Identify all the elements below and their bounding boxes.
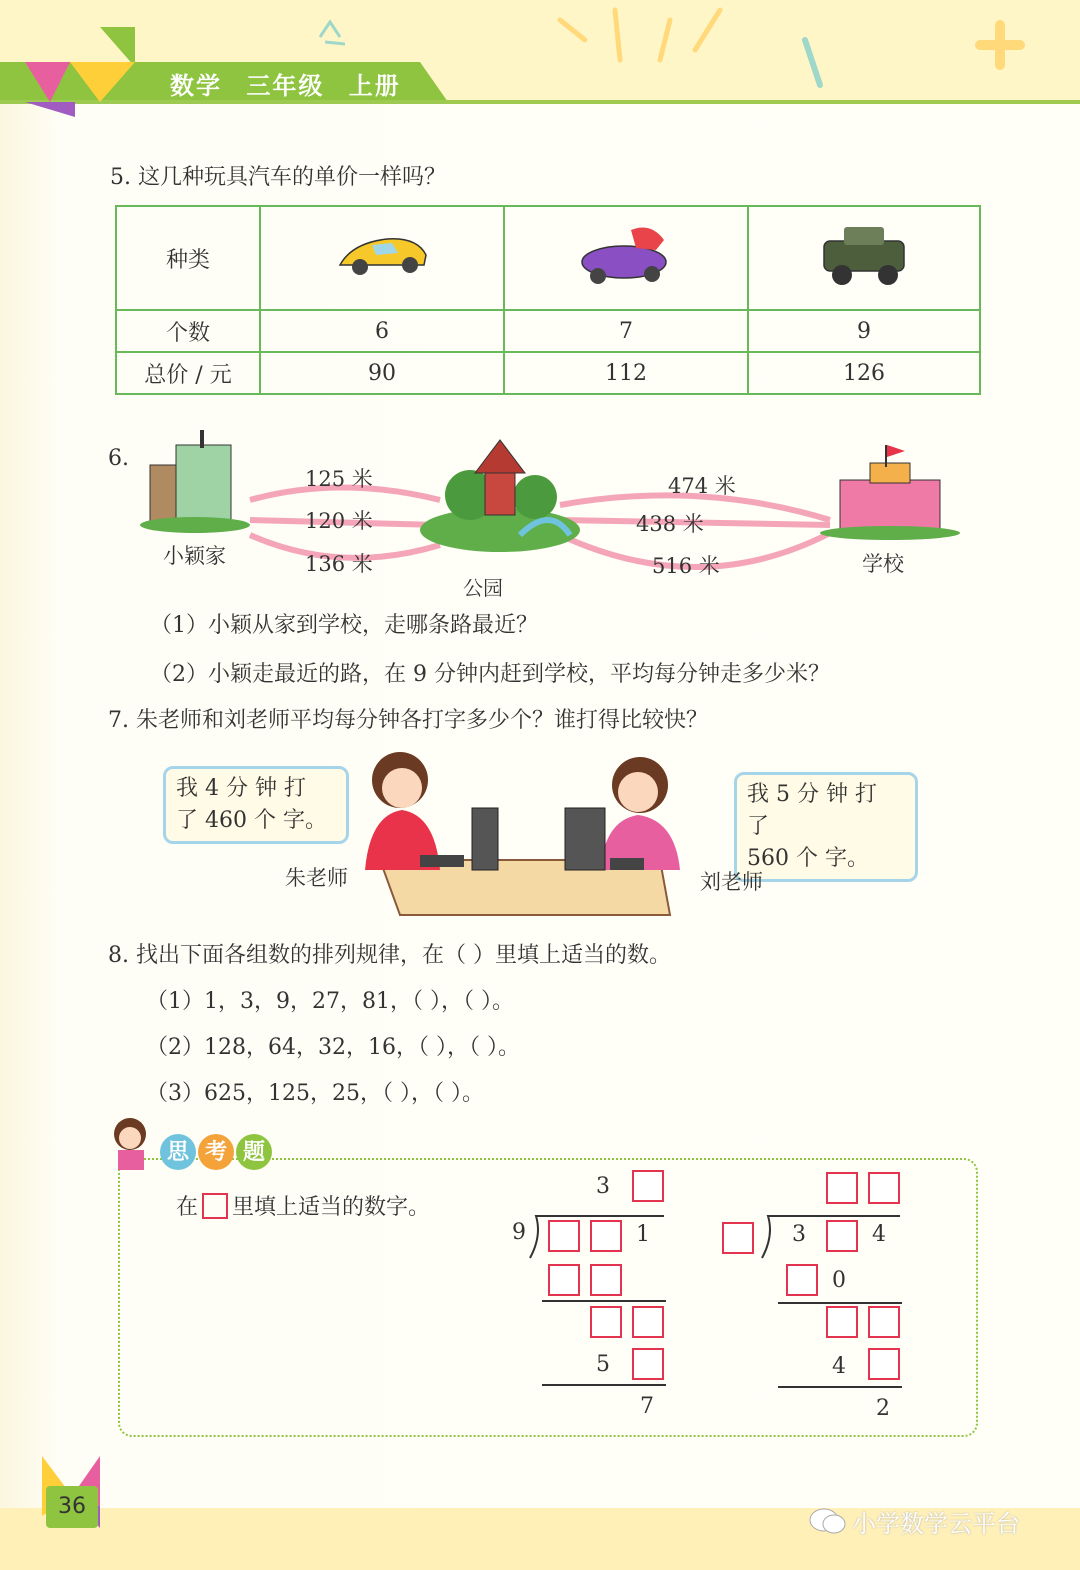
yellow-race-car-icon (332, 225, 432, 285)
div2-remainder: 2 (876, 1396, 890, 1421)
q8-item-3: （3）625，125，25，（ ），（ ）。 (146, 1081, 484, 1106)
div1-quotient-digit: 3 (596, 1174, 610, 1199)
div1-box-rem-1[interactable] (590, 1306, 622, 1338)
div1-box-dividend-1[interactable] (548, 1220, 580, 1252)
car-cell-2 (504, 206, 748, 310)
liu-bubble-line-2: 560 个 字。 (747, 846, 869, 871)
route-label-516: 516 米 (652, 554, 720, 578)
div2-box-quotient-1[interactable] (826, 1172, 858, 1204)
zhu-teacher-figure (365, 752, 440, 870)
div2-rem-digit: 4 (832, 1354, 846, 1379)
liu-teacher-figure (600, 757, 680, 870)
tangram-logo-icon (20, 22, 150, 117)
div2-box-rem-1[interactable] (826, 1306, 858, 1338)
park-label: 公园 (463, 576, 503, 600)
div2-box-rem-3[interactable] (868, 1348, 900, 1380)
prompt-after: 里填上适当的数字。 (232, 1195, 431, 1220)
zhu-speech-bubble (163, 766, 349, 844)
girl-thinking-icon (108, 1112, 158, 1174)
sparkle-icon (310, 12, 360, 52)
zhu-bubble-line-2: 了 460 个 字。 (176, 808, 327, 833)
div1-box-sub-2[interactable] (590, 1264, 622, 1296)
wechat-icon (808, 1506, 848, 1536)
computer-monitor-right (565, 808, 605, 870)
badge-char-2: 考 (198, 1134, 234, 1170)
div1-box-quotient[interactable] (632, 1170, 664, 1202)
park-pavilion-icon (420, 440, 580, 552)
thinking-badge (160, 1134, 272, 1170)
school-label: 学校 (862, 552, 904, 576)
sun-decoration (520, 0, 1080, 104)
div2-line-2 (778, 1386, 902, 1388)
div1-box-sub-1[interactable] (548, 1264, 580, 1296)
div1-remainder: 7 (640, 1394, 654, 1419)
car-cell-1 (260, 206, 504, 310)
row-label-total: 总价 / 元 (116, 352, 260, 394)
div1-dividend-last: 1 (636, 1222, 650, 1247)
div1-line-1 (542, 1300, 666, 1302)
total-1: 90 (260, 352, 504, 394)
div1-rem-digit: 5 (596, 1352, 610, 1377)
count-3: 9 (748, 310, 980, 352)
q8-item-1: （1）1，3，9，27，81，（ ），（ ）。 (146, 989, 514, 1014)
div2-dividend-first: 3 (792, 1222, 806, 1247)
count-2: 7 (504, 310, 748, 352)
keyboard-right (610, 858, 644, 870)
div2-sub-digit: 0 (832, 1268, 846, 1293)
zhu-name-label: 朱老师 (285, 866, 348, 890)
count-1: 6 (260, 310, 504, 352)
div2-dividend-last: 4 (872, 1222, 886, 1247)
div2-box-sub-1[interactable] (786, 1264, 818, 1296)
total-2: 112 (504, 352, 748, 394)
dark-green-jeep-icon (814, 219, 914, 291)
route-label-120: 120 米 (305, 509, 373, 533)
q6-sub2: （2）小颖走最近的路，在 9 分钟内赶到学校，平均每分钟走多少米？ (150, 662, 830, 687)
badge-char-3: 题 (236, 1134, 272, 1170)
div1-divisor: 9 (512, 1220, 526, 1245)
school-building-icon (820, 445, 960, 540)
q8-item-2: （2）128，64，32，16，（ ），（ ）。 (146, 1035, 520, 1060)
route-label-438: 438 米 (636, 512, 704, 536)
route-label-136: 136 米 (305, 552, 373, 576)
teachers-typing-illustration (280, 740, 740, 920)
prompt-before: 在 (176, 1195, 199, 1220)
liu-bubble-line-1: 我 5 分 钟 打 了 (747, 782, 877, 839)
car-cell-3 (748, 206, 980, 310)
div2-line-1 (778, 1302, 902, 1304)
red-box-symbol (202, 1193, 228, 1219)
header-title: 数学 三年级 上册 (170, 72, 401, 100)
computer-monitor-left (472, 808, 498, 870)
q8-question: 8. 找出下面各组数的排列规律，在（ ）里填上适当的数。 (108, 943, 671, 968)
q6-sub1: （1）小颖从家到学校，走哪条路最近？ (150, 613, 538, 638)
div1-line-2 (542, 1384, 666, 1386)
q5-question: 5. 这几种玩具汽车的单价一样吗？ (110, 165, 446, 190)
row-label-type: 种类 (116, 206, 260, 310)
div2-box-quotient-2[interactable] (868, 1172, 900, 1204)
row-label-count: 个数 (116, 310, 260, 352)
page-number: 36 (58, 1494, 86, 1519)
apartment-building-icon (140, 430, 250, 533)
div1-box-rem-2[interactable] (632, 1306, 664, 1338)
toy-car-table (115, 205, 981, 395)
badge-char-1: 思 (160, 1134, 196, 1170)
keyboard-left (420, 855, 464, 867)
route-label-125: 125 米 (305, 467, 373, 491)
route-label-474: 474 米 (668, 474, 736, 498)
div2-box-divisor[interactable] (722, 1222, 754, 1254)
q6-number: 6. (108, 446, 129, 471)
div1-box-rem-3[interactable] (632, 1348, 664, 1380)
zhu-bubble-line-1: 我 4 分 钟 打 (176, 776, 306, 801)
home-label: 小颖家 (163, 544, 226, 568)
total-3: 126 (748, 352, 980, 394)
div2-box-dividend-2[interactable] (826, 1220, 858, 1252)
purple-toy-car-icon (576, 220, 676, 290)
watermark-text: 小学数学云平台 (852, 1510, 1020, 1538)
header-green-line (0, 100, 1080, 104)
route-map (140, 425, 970, 595)
div2-box-rem-2[interactable] (868, 1306, 900, 1338)
liu-name-label: 刘老师 (700, 870, 763, 894)
div1-box-dividend-2[interactable] (590, 1220, 622, 1252)
thinking-prompt (176, 1190, 430, 1221)
q7-question: 7. 朱老师和刘老师平均每分钟各打字多少个？谁打得比较快？ (108, 708, 708, 733)
